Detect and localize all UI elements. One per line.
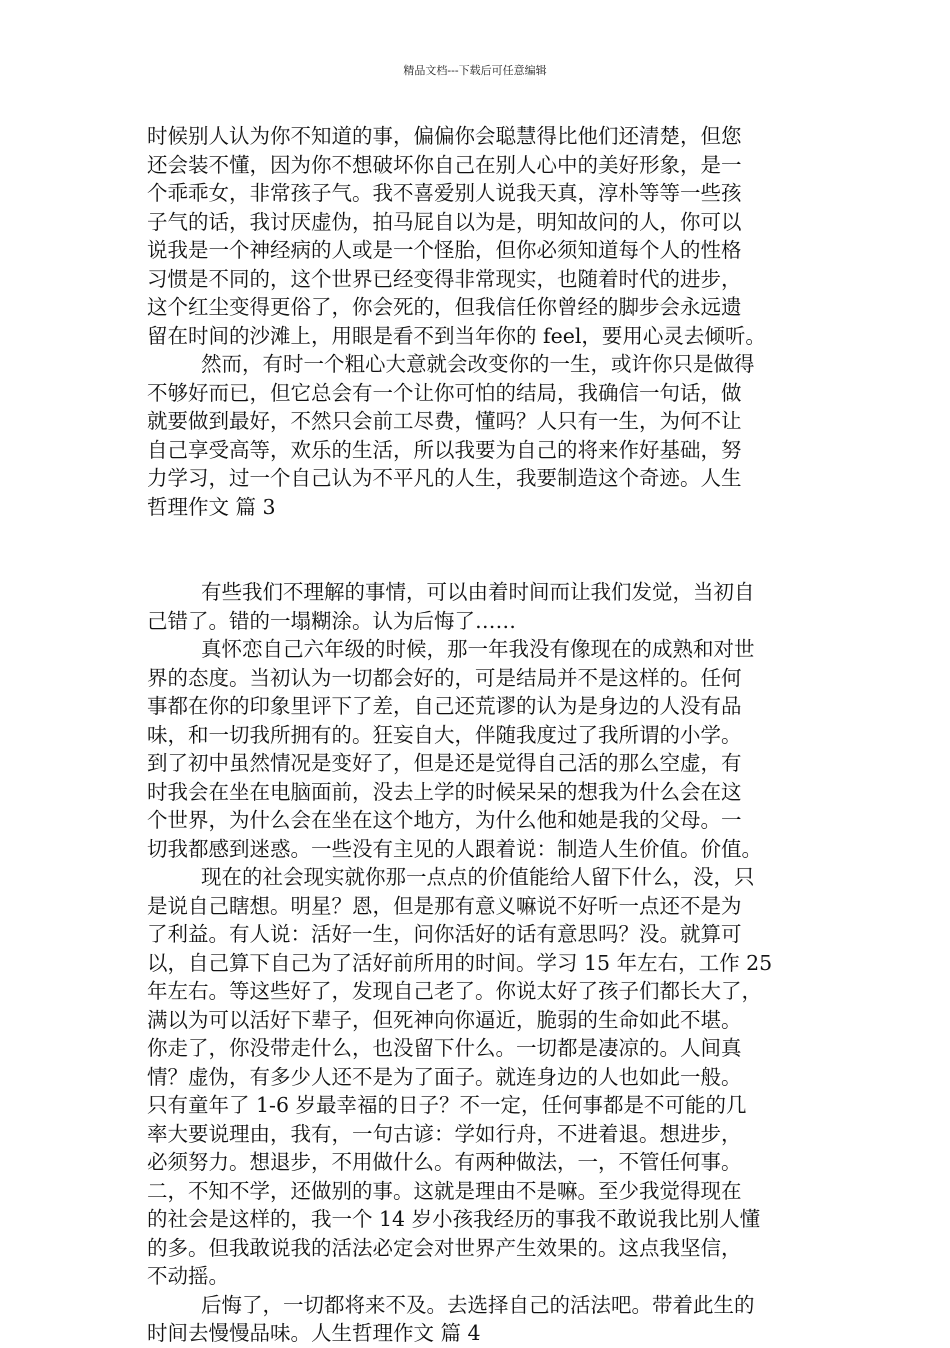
page-header: 精品文档---下载后可任意编辑 [403,64,547,77]
text-line: 以，自己算下自己为了活好前所用的时间。学习 15 年左右，工作 25 [147,950,773,975]
document-body [147,122,819,1348]
text-line: 时我会在坐在电脑面前，没去上学的时候呆呆的想我为什么会在这 [147,779,742,804]
text-line: 不动摇。 [147,1264,229,1288]
text-line: 个世界，为什么会在坐在这个地方，为什么他和她是我的父母。一 [147,808,742,832]
section-spacer [147,521,819,578]
text-line: 只有童年了 1-6 岁最幸福的日子？不一定，任何事都是不可能的几 [147,1093,747,1117]
text-line: 是说自己瞎想。明星？恩，但是那有意义嘛说不好听一点还不是为 [147,893,742,918]
paragraph-start-line: 真怀恋自己六年级的时候，那一年我没有像现在的成熟和对世 [201,637,755,661]
text-line: 不够好而已，但它总会有一个让你可怕的结局，我确信一句话，做 [147,380,742,405]
text-line: 界的态度。当初认为一切都会好的，可是结局并不是这样的。任何 [147,665,742,690]
paragraph-start-line: 有些我们不理解的事情，可以由着时间而让我们发觉，当初自 [201,580,755,604]
text-line: 就要做到最好，不然只会前工尽费，懂吗？人只有一生，为何不让 [147,409,742,433]
text-line: 率大要说理由，我有，一句古谚：学如行舟，不进着退。想进步， [147,1121,742,1146]
text-line: 的社会是这样的，我一个 14 岁小孩我经历的事我不敢说我比别人懂 [147,1207,761,1231]
text-line: 习惯是不同的，这个世界已经变得非常现实，也随着时代的进步， [147,266,742,291]
text-line: 事都在你的印象里评下了差，自己还荒谬的认为是身边的人没有品 [147,694,742,718]
section-title-line: 时间去慢慢品味。人生哲理作文 篇 4 [147,1321,481,1345]
text-line: 留在时间的沙滩上，用眼是看不到当年你的 feel，要用心灵去倾听。 [147,323,766,348]
section-title-line: 哲理作文 篇 3 [147,494,276,519]
paragraph-start-line: 后悔了，一切都将来不及。去选择自己的活法吧。带着此生的 [201,1292,755,1317]
text-line: 说我是一个神经病的人或是一个怪胎，但你必须知道每个人的性格 [147,238,742,262]
text-line: 切我都感到迷惑。一些没有主见的人跟着说：制造人生价值。价值。 [147,836,762,861]
text-line: 到了初中虽然情况是变好了，但是还是觉得自己活的那么空虚，有 [147,751,742,775]
text-line: 你走了，你没带走什么，也没留下什么。一切都是凄凉的。人间真 [147,1036,742,1060]
text-line: 力学习，过一个自己认为不平凡的人生，我要制造这个奇迹。人生 [147,466,742,490]
text-line: 的多。但我敢说我的活法必定会对世界产生效果的。这点我坚信， [147,1235,742,1260]
text-line: 时候别人认为你不知道的事，偏偏你会聪慧得比他们还清楚，但您 [147,124,742,148]
text-line: 满以为可以活好下辈子，但死神向你逼近，脆弱的生命如此不堪。 [147,1007,742,1032]
text-line: 子气的话，我讨厌虚伪，拍马屁自以为是，明知故问的人，你可以 [147,209,742,234]
text-line: 个乖乖女，非常孩子气。我不喜爱别人说我天真，淳朴等等一些孩 [147,181,742,205]
text-line: 必须努力。想退步，不用做什么。有两种做法，一，不管任何事。 [147,1150,742,1174]
text-line: 自己享受高等，欢乐的生活，所以我要为自己的将来作好基础，努 [147,437,742,462]
text-line: 年左右。等这些好了，发现自己老了。你说太好了孩子们都长大了， [147,979,762,1003]
text-line: 还会装不懂，因为你不想破坏你自己在别人心中的美好形象，是一 [147,152,742,177]
text-line: 这个红尘变得更俗了，你会死的，但我信任你曾经的脚步会永远遗 [147,295,742,319]
text-line: 情？虚伪，有多少人还不是为了面子。就连身边的人也如此一般。 [147,1064,742,1089]
text-line: 己错了。错的一塌糊涂。认为后悔了…… [147,608,516,633]
text-line: 味，和一切我所拥有的。狂妄自大，伴随我度过了我所谓的小学。 [147,722,742,747]
paragraph-start-line: 然而，有时一个粗心大意就会改变你的一生，或许你只是做得 [201,352,755,376]
text-line: 了利益。有人说：活好一生，问你活好的话有意思吗？没。就算可 [147,922,742,946]
paragraph-start-line: 现在的社会现实就你那一点点的价值能给人留下什么，没，只 [201,865,755,889]
text-line: 二，不知不学，还做别的事。这就是理由不是嘛。至少我觉得现在 [147,1178,742,1203]
